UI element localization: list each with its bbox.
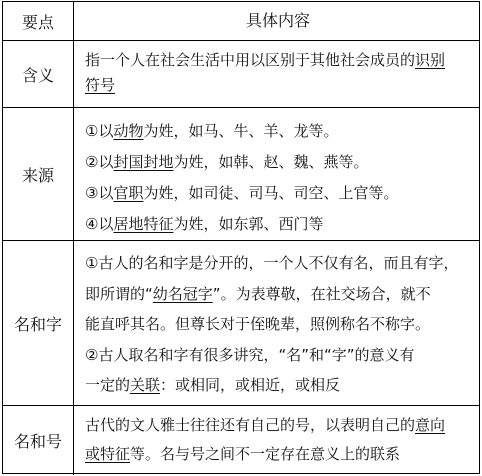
text-segment: ②以	[85, 153, 114, 171]
content-line	[85, 73, 471, 98]
table-row	[3, 107, 479, 240]
content-line	[85, 279, 471, 310]
text-segment: ①古人的名和字是分开的，一个人不仅有名，而且有字，	[85, 254, 459, 272]
content-line	[85, 411, 471, 440]
text-segment: ④以	[85, 215, 114, 233]
underlined-term: 幼名冠字	[152, 284, 213, 303]
text-segment: 等。名与号之间不一定存在意义上的联系	[130, 445, 401, 463]
row-key-cell: 名和号	[3, 406, 74, 475]
text-segment: ③以	[85, 184, 114, 202]
underlined-term: 识别	[415, 51, 446, 69]
underlined-term: 官职	[113, 184, 144, 202]
underlined-term: 居地特征	[113, 215, 174, 233]
row-content-cell	[73, 41, 479, 107]
underlined-term: 或特征	[85, 445, 131, 463]
text-segment: ：或相同，或相近，或相反	[160, 376, 341, 394]
text-segment: 能直呼其名。但尊长对于侄晚辈，照例称名不称字。	[85, 315, 431, 333]
text-segment: 为姓，如韩、赵、魏、燕等。	[173, 153, 369, 171]
text-segment: 古代的文人雅士往往还有自己的号，以表明自己的	[85, 416, 416, 434]
underlined-term: 符号	[85, 75, 116, 94]
text-segment: 为姓，如马、牛、羊、龙等。	[143, 122, 339, 140]
text-segment: ①以	[85, 122, 114, 140]
text-segment: ”。为表尊敬，在社交场合，就不	[212, 284, 431, 303]
underlined-term: 关联	[130, 376, 161, 394]
content-line	[85, 440, 471, 469]
underlined-term: 意向	[415, 416, 446, 434]
row-content-cell	[73, 241, 479, 405]
text-segment: ②古人取名和字有很多讲究，“名”和“字”的意义有	[85, 345, 415, 364]
knowledge-table	[2, 1, 480, 474]
content-line	[85, 340, 471, 371]
underlined-term: 封国封地	[113, 153, 174, 171]
content-line	[85, 209, 471, 240]
row-key-cell: 含义	[3, 41, 74, 107]
content-line	[85, 48, 471, 73]
row-key-cell: 来源	[3, 108, 74, 240]
content-line	[85, 248, 471, 279]
text-segment: 指一个人在社会生活中用以区别于其他社会成员的	[85, 51, 416, 69]
row-content-cell	[73, 108, 479, 240]
content-line	[85, 178, 471, 209]
header-key-cell: 要点	[3, 2, 74, 40]
row-content-cell	[73, 406, 479, 475]
content-line	[85, 370, 471, 401]
header-content-cell: 具体内容	[245, 10, 310, 30]
table-row	[3, 240, 479, 405]
table-header-row	[3, 2, 479, 40]
row-key-cell: 名和字	[3, 241, 74, 405]
text-segment: 即所谓的“	[85, 284, 153, 303]
table-row	[3, 405, 479, 475]
text-segment: 为姓，如东郭、西门等	[173, 215, 324, 233]
content-line	[85, 309, 471, 340]
text-segment: 一定的	[85, 376, 131, 394]
underlined-term: 动物	[113, 122, 144, 140]
content-line	[85, 116, 471, 147]
table-row	[3, 40, 479, 107]
content-line	[85, 147, 471, 178]
text-segment: 为姓，如司徒、司马、司空、上官等。	[143, 184, 399, 202]
